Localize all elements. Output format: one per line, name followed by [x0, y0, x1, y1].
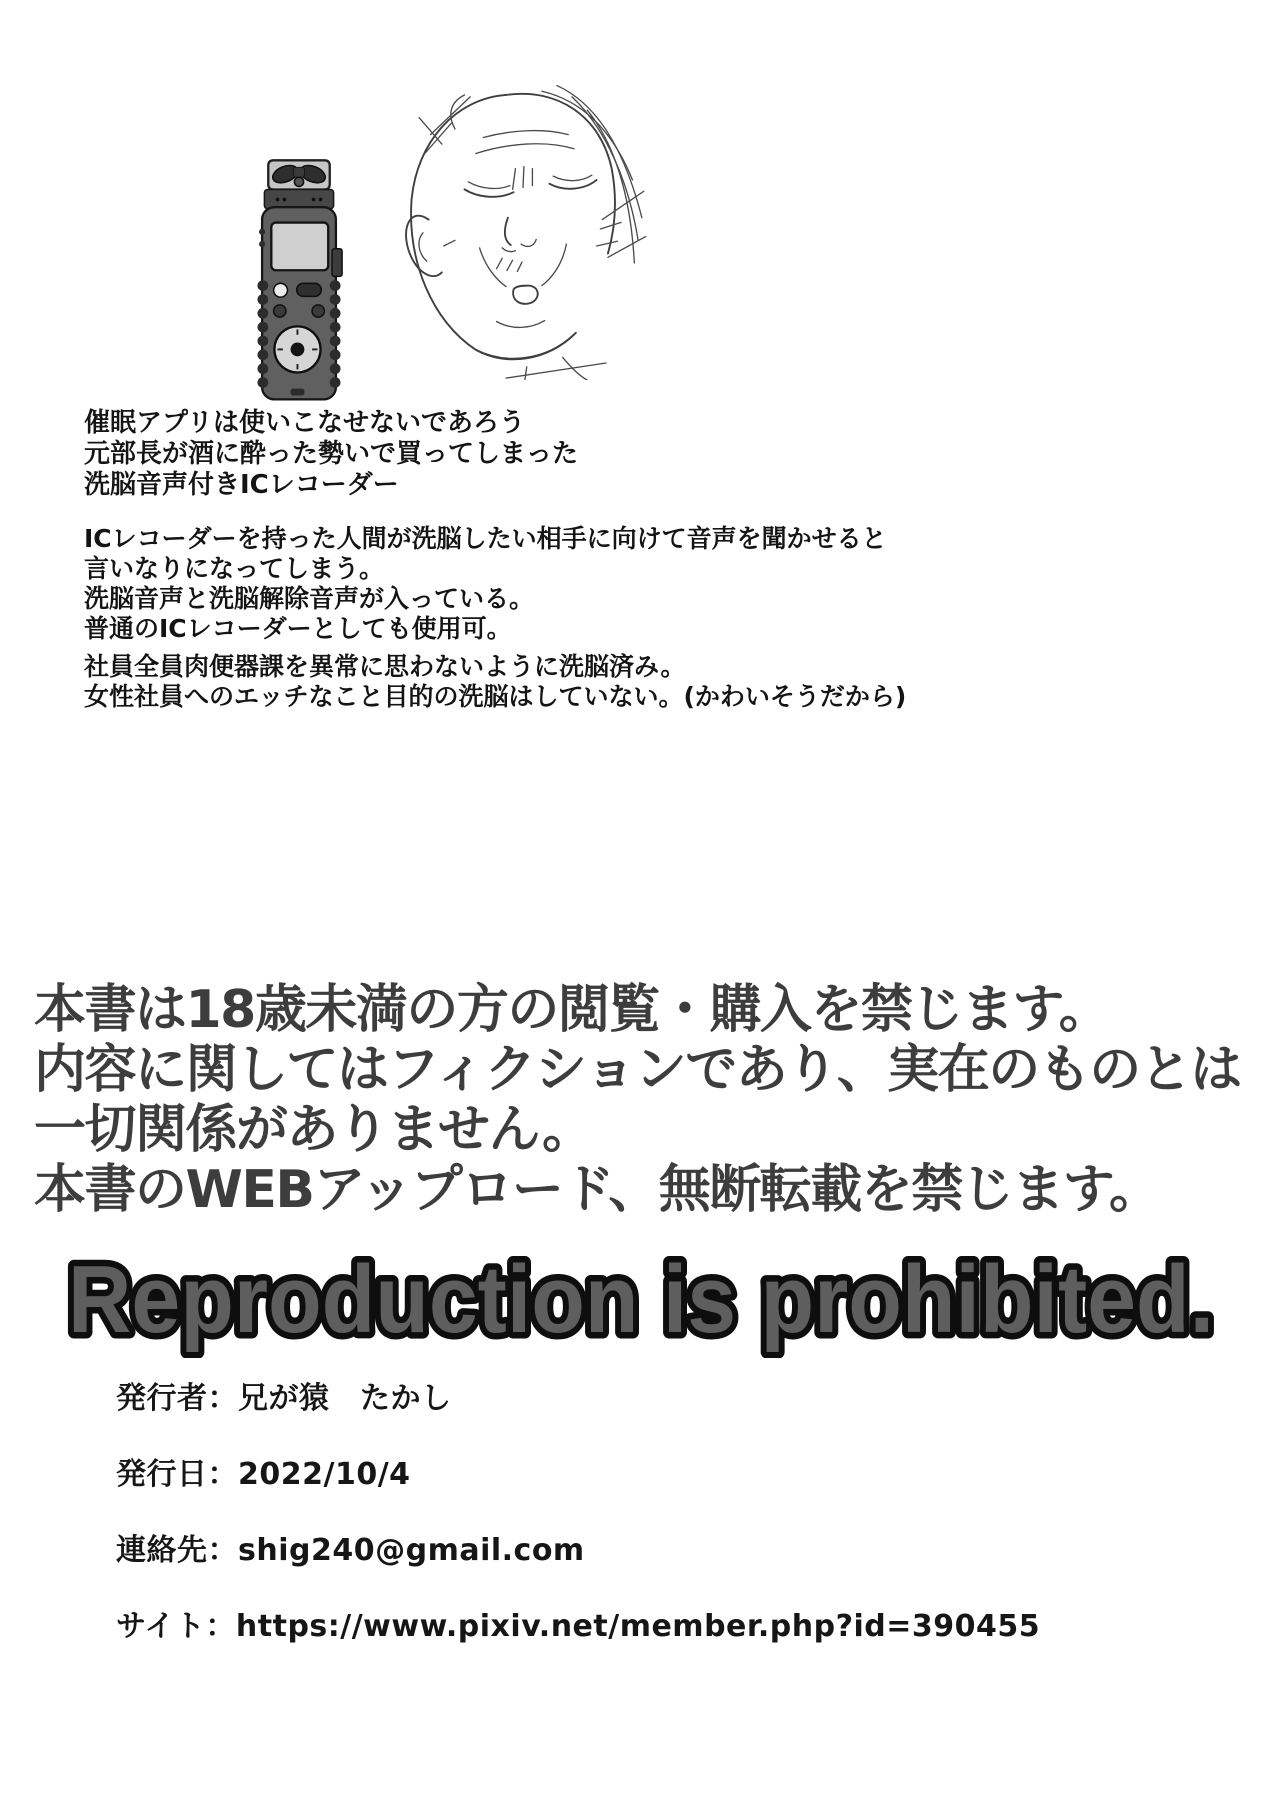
- publisher-line: 発行者：兄が猿 たかし: [116, 1381, 452, 1416]
- publication-info: [116, 1382, 1040, 1686]
- disclaimer-line: 本書のWEBアップロード、無断転載を禁じます。: [34, 1160, 1160, 1220]
- site-url-line: サイト：https://www.pixiv.net/member.php?id=390455: [116, 1609, 1041, 1644]
- note-line: ICレコーダーを持った人間が洗脳したい相手に向けて音声を聞かせると: [84, 524, 887, 553]
- note-line: 洗脳音声付きICレコーダー: [84, 470, 399, 500]
- old-man-face-sketch: [356, 78, 656, 380]
- disclaimer-line: 内容に関してはフィクションであり、実在のものとは: [34, 1040, 1241, 1100]
- note-block-device-intro: [84, 408, 578, 501]
- note-line: 女性社員へのエッチなこと目的の洗脳はしていない。(かわいそうだから): [84, 682, 907, 711]
- note-line: 普通のICレコーダーとしても使用可。: [84, 614, 512, 643]
- note-line: 社員全員肉便器課を異常に思わないように洗脳済み。: [84, 652, 686, 681]
- reproduction-prohibited-text: Reproduction is prohibited.: [68, 1246, 1214, 1353]
- note-block-extra: [84, 652, 906, 712]
- note-line: 洗脳音声と洗脳解除音声が入っている。: [84, 584, 535, 613]
- disclaimer-line: 本書は18歳未満の方の閲覧・購入を禁じます。: [34, 980, 1110, 1040]
- note-line: 催眠アプリは使いこなせないであろう: [84, 408, 525, 438]
- note-line: 言いなりになってしまう。: [84, 554, 385, 583]
- publish-date-line: 発行日：2022/10/4: [116, 1457, 411, 1492]
- disclaimer-line: 一切関係がありません。: [34, 1100, 593, 1160]
- note-block-device-usage: [84, 524, 887, 644]
- ic-recorder-illustration: [250, 158, 348, 404]
- contact-email-line: 連絡先：shig240@gmail.com: [116, 1533, 585, 1568]
- reproduction-prohibited-banner: [56, 1238, 1226, 1358]
- age-restriction-disclaimer: [34, 980, 1274, 1220]
- note-line: 元部長が酒に酔った勢いで買ってしまった: [84, 439, 579, 469]
